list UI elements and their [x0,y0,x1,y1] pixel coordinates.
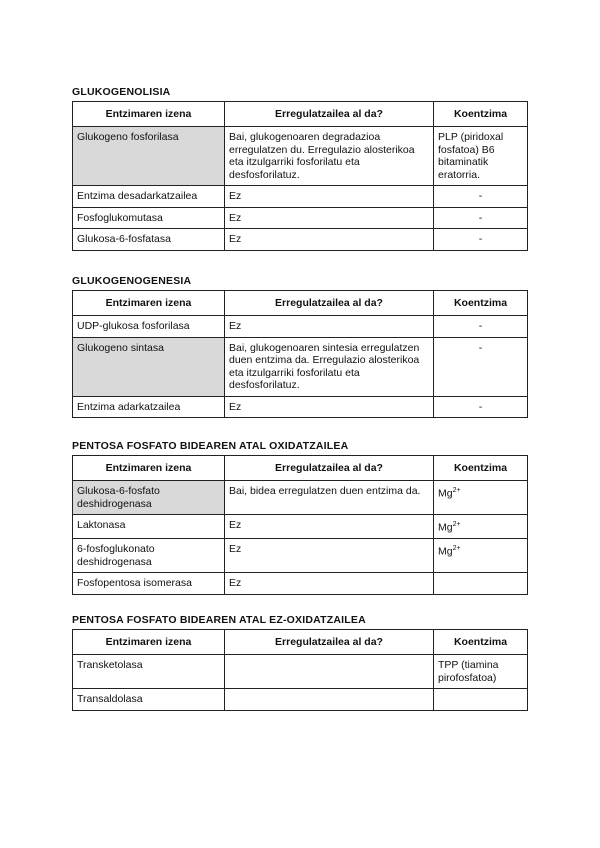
regulator-cell: Ez [225,539,434,573]
enzyme-name: Entzima desadarkatzailea [73,186,225,208]
coenzyme-cell [434,515,528,539]
header-regulator: Erregulatzailea al da? [225,102,434,127]
enzyme-name: 6-fosfoglukonato deshidrogenasa [73,539,225,573]
table-row [73,515,528,539]
enzyme-table [72,629,528,711]
coenzyme-cell [434,573,528,595]
section-1 [72,275,527,418]
header-name: Entzimaren izena [73,102,225,127]
regulator-cell: Bai, glukogenoaren sintesia erregulatzen duen entzima da. Erregulazio alosterikoa eta itzulgarriki fosforilatu eta desfosforilatuz. [225,337,434,396]
regulator-cell: Ez [225,186,434,208]
coenzyme-cell [434,396,528,418]
table-row [73,689,528,711]
regulator-cell: Ez [225,573,434,595]
enzyme-name: Glukosa-6-fosfatasa [73,229,225,251]
coenzyme-text: - [478,211,483,224]
enzyme-name: Glukogeno fosforilasa [73,127,225,186]
coenzyme-cell [434,481,528,515]
header-regulator: Erregulatzailea al da? [225,291,434,316]
enzyme-table [72,455,528,595]
coenzyme-cell [434,316,528,338]
coenzyme-cell [434,655,528,689]
table-row [73,337,528,396]
coenzyme-text: PLP (piridoxal fosfatoa) B6 bitaminatik eratorria. [438,131,504,181]
enzyme-name: Laktonasa [73,515,225,539]
enzyme-name: Fosfopentosa isomerasa [73,573,225,595]
enzyme-name: UDP-glukosa fosforilasa [73,316,225,338]
coenzyme-text: TPP (tiamina pirofosfatoa) [438,659,499,684]
regulator-cell: Ez [225,229,434,251]
table-row [73,186,528,208]
table-row [73,396,528,418]
regulator-cell: Ez [225,316,434,338]
regulator-cell: Ez [225,207,434,229]
section-title: GLUKOGENOGENESIA [72,275,192,287]
coenzyme-cell [434,337,528,396]
section-2 [72,440,527,595]
table-header-row [73,456,528,481]
coenzyme-text: - [478,400,483,413]
charge-superscript: 2+ [452,545,461,552]
section-3 [72,614,527,711]
table-row [73,481,528,515]
regulator-cell: Ez [225,396,434,418]
enzyme-name: Entzima adarkatzailea [73,396,225,418]
table-header-row [73,630,528,655]
coenzyme-text: Mg [438,545,453,558]
regulator-cell: Bai, glukogenoaren degradazioa erregulatzen du. Erregulazio alosterikoa eta itzulgarriki fosforilatu eta desfosforilatuz. [225,127,434,186]
table-row [73,539,528,573]
regulator-cell: Bai, bidea erregulatzen duen entzima da. [225,481,434,515]
header-coenzyme: Koentzima [434,630,528,655]
coenzyme-cell [434,127,528,186]
table-row [73,207,528,229]
header-name: Entzimaren izena [73,291,225,316]
coenzyme-text: - [478,320,483,332]
regulator-cell [225,689,434,711]
section-title: PENTOSA FOSFATO BIDEAREN ATAL OXIDATZAILEA [72,440,349,452]
header-coenzyme: Koentzima [434,456,528,481]
coenzyme-cell [434,689,528,711]
section-title: GLUKOGENOLISIA [72,86,171,98]
table-header-row [73,291,528,316]
header-coenzyme: Koentzima [434,102,528,127]
header-name: Entzimaren izena [73,456,225,481]
enzyme-table [72,101,528,251]
coenzyme-cell [434,539,528,573]
table-header-row [73,102,528,127]
header-regulator: Erregulatzailea al da? [225,630,434,655]
enzyme-table [72,290,528,418]
enzyme-name: Transketolasa [73,655,225,689]
charge-superscript: 2+ [452,521,461,528]
table-row [73,316,528,338]
charge-superscript: 2+ [452,487,461,494]
enzyme-name: Transaldolasa [73,689,225,711]
regulator-cell: Ez [225,515,434,539]
enzyme-name: Glukogeno sintasa [73,337,225,396]
header-name: Entzimaren izena [73,630,225,655]
table-row [73,127,528,186]
section-title: PENTOSA FOSFATO BIDEAREN ATAL EZ-OXIDATZAILEA [72,614,366,626]
coenzyme-text: - [478,190,483,202]
enzyme-name: Glukosa-6-fosfato deshidrogenasa [73,481,225,515]
header-regulator: Erregulatzailea al da? [225,456,434,481]
table-row [73,655,528,689]
coenzyme-text: - [478,233,483,245]
table-row [73,573,528,595]
coenzyme-cell [434,207,528,229]
table-row [73,229,528,251]
header-coenzyme: Koentzima [434,291,528,316]
coenzyme-text: Mg [438,521,453,534]
coenzyme-cell [434,229,528,251]
coenzyme-text: Mg [438,487,453,500]
coenzyme-text: - [478,341,483,354]
regulator-cell [225,655,434,689]
coenzyme-cell [434,186,528,208]
enzyme-name: Fosfoglukomutasa [73,207,225,229]
section-0 [72,86,527,251]
